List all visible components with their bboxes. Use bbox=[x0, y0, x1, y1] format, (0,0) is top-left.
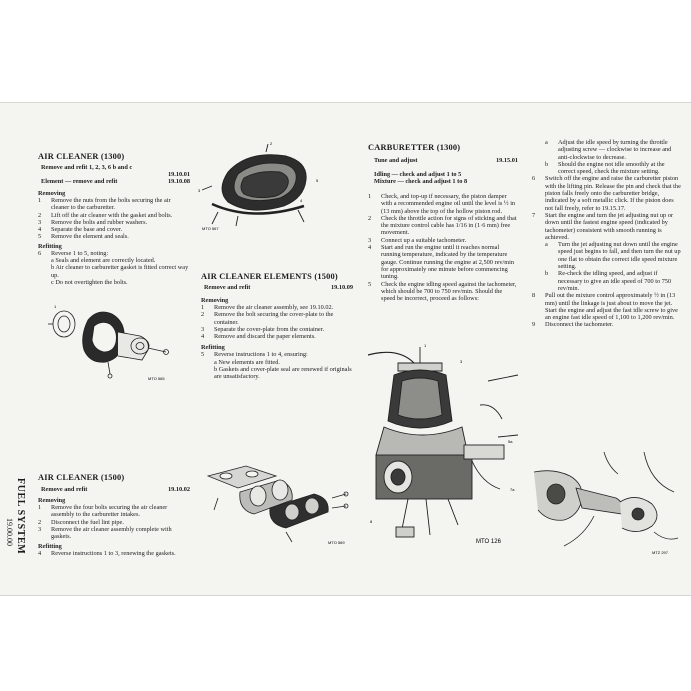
section-heading: CARBURETTER (1300) bbox=[368, 143, 461, 152]
step-item bbox=[532, 212, 682, 241]
engine-linkage-figure bbox=[534, 452, 684, 556]
air-cleaner-exploded-figure bbox=[200, 458, 350, 548]
step-number: 3 bbox=[201, 325, 205, 333]
step-item bbox=[38, 226, 190, 233]
step-item bbox=[368, 281, 518, 303]
air-cleaner-elements-section bbox=[201, 272, 353, 381]
step-number: 4 bbox=[38, 226, 42, 234]
operation-row: Remove and refit 19.10.09 bbox=[204, 284, 353, 291]
callout-3: 3 bbox=[198, 188, 201, 193]
step-item bbox=[38, 233, 190, 240]
sub-step-item bbox=[545, 270, 682, 292]
step-number: 1 bbox=[38, 197, 42, 204]
step-number: 7 bbox=[532, 211, 536, 219]
step-item bbox=[532, 321, 682, 328]
step-number: 3 bbox=[368, 236, 372, 244]
step-text: Turn the jet adjusting nut down until the engine speed just begins to fall, and then turn the nut up one flat to obtain the correct idle speed mixture setting. bbox=[558, 241, 681, 271]
step-text: Remove the element and seals. bbox=[51, 233, 129, 241]
step-number: 4 bbox=[201, 333, 205, 341]
section-heading: AIR CLEANER (1500) bbox=[38, 473, 125, 482]
step-text: Check, and top-up if necessary, the piston damper with a recommended engine oil until the level is ½ in (13 mm) above the top of the hollow piston rod. bbox=[381, 193, 516, 215]
subheading-refitting: Refitting bbox=[38, 543, 62, 551]
step-text: Separate the base and cover. bbox=[51, 226, 123, 234]
note-item: b Gaskets and cover-plate seal are renewed if originals are unsatisfactory. bbox=[214, 366, 352, 381]
step-text: Start the engine and turn the jet adjusting nut up or down until the fastest engine speed (indicated by tachometer) consistent with smooth running is achieved. bbox=[545, 211, 674, 241]
step-number: 2 bbox=[38, 518, 42, 526]
step-item bbox=[201, 304, 353, 311]
step-item bbox=[38, 526, 190, 541]
step-text: Remove the bolts and rubber washers. bbox=[51, 218, 148, 226]
subheading-refitting: Refitting bbox=[201, 344, 225, 352]
step-text: Start and run the engine until it reaches normal running temperature, indicated by the temperature gauge. Continue running the engine at 2,500 rev/min for approximately one minute before commencing tuning. bbox=[381, 244, 515, 281]
mixture-sub-steps bbox=[532, 241, 682, 292]
refit-step: 5 Reverse instructions 1 to 4, ensuring: bbox=[201, 351, 308, 359]
step-number: b bbox=[545, 160, 549, 168]
step-item bbox=[38, 219, 190, 226]
step-number: 2 bbox=[368, 214, 372, 222]
step-item bbox=[368, 215, 518, 237]
step-text: Remove the bolt securing the cover-plate to the container. bbox=[214, 311, 334, 326]
step-number: 1 bbox=[201, 304, 205, 311]
step-item bbox=[532, 292, 682, 321]
page-number: 19.00.00 bbox=[5, 518, 14, 546]
removing-steps bbox=[38, 504, 190, 540]
step-item bbox=[38, 519, 190, 526]
step-number: 1 bbox=[368, 193, 372, 200]
callout-3: 3 bbox=[460, 359, 463, 364]
step-text: Should the engine not idle smoothly at the correct speed, check the mixture setting. bbox=[558, 160, 665, 176]
step-item bbox=[201, 333, 353, 340]
step-item bbox=[38, 550, 190, 557]
operation-row: Element — remove and refit 19.10.08 bbox=[41, 178, 190, 185]
callout-7a: 7a bbox=[510, 487, 515, 492]
air-cleaner-1300-section bbox=[38, 152, 190, 286]
step-item bbox=[368, 193, 518, 215]
step-number: 1 bbox=[38, 504, 42, 511]
step-text: Remove the air cleaner assembly complete with gaskets. bbox=[51, 525, 172, 541]
sub-step-item bbox=[545, 161, 682, 176]
note-item: b Air cleaner to carburetter gasket is fitted correct way up. bbox=[51, 264, 189, 279]
step-item bbox=[38, 197, 190, 212]
callout-5a: 5a bbox=[508, 439, 513, 444]
step-number: 2 bbox=[38, 211, 42, 219]
refit-notes bbox=[38, 257, 190, 286]
callout-1: 1 bbox=[424, 343, 427, 348]
step-item bbox=[368, 244, 518, 280]
step-text: Remove the air cleaner assembly, see 19.10.02. bbox=[214, 304, 334, 311]
idle-sub-steps bbox=[532, 139, 682, 175]
figure-label: MTO 569 bbox=[328, 540, 345, 545]
step-number: 9 bbox=[532, 321, 536, 329]
callout-4: 4 bbox=[300, 198, 303, 203]
step-text: Adjust the idle speed by turning the throttle adjusting screw — clockwise to increase and anti-clockwise to decrease. bbox=[558, 139, 672, 161]
operation-mixture: Mixture — check and adjust 1 to 8 bbox=[374, 178, 468, 185]
operation-row: Remove and refit 1, 2, 3, 6 b and c bbox=[41, 164, 133, 171]
air-cleaner-1500-section bbox=[38, 473, 190, 558]
step-text: Reverse instructions 1 to 3, renewing the gaskets. bbox=[51, 550, 176, 558]
step-text: Separate the cover-plate from the container. bbox=[214, 325, 325, 333]
callout-8: 8 bbox=[370, 519, 373, 524]
step-number: 5 bbox=[368, 280, 372, 288]
refit-notes bbox=[201, 359, 353, 381]
step-text: Lift off the air cleaner with the gasket and bolts. bbox=[51, 211, 173, 219]
refitting-steps bbox=[38, 550, 190, 557]
carburetter-section-continued bbox=[532, 139, 682, 329]
callout-1: 1 bbox=[54, 304, 57, 309]
tuning-steps bbox=[368, 193, 518, 302]
final-steps bbox=[532, 292, 682, 328]
air-cleaner-assembly-figure bbox=[198, 142, 328, 234]
removing-steps bbox=[38, 197, 190, 241]
step-item bbox=[201, 311, 353, 326]
step-number: 5 bbox=[38, 233, 42, 241]
removing-steps bbox=[201, 304, 353, 340]
step-text: Switch off the engine and raise the carburetter piston with the lifting pin. Release the pin and check that the piston falls freely onto the carburetter bridge, indicated by a soft metallic click. If the piston does not fall freely, refer to 19.15.17. bbox=[545, 175, 681, 212]
step-text: Check the engine idling speed against the tachometer, which should be 700 to 750 rev/min. Should the speed be incorrect, proceed as follows: bbox=[381, 280, 517, 303]
carburetter-figure bbox=[368, 345, 528, 553]
step-number: a bbox=[545, 139, 548, 146]
step-text: Re-check the idling speed, and adjust if necessary to give an idle speed of 700 to 750 rev/min. bbox=[558, 270, 672, 292]
operation-row: Tune and adjust 19.15.01 bbox=[374, 157, 518, 164]
step-number: b bbox=[545, 270, 549, 278]
figure-label: MTZ 297 bbox=[652, 550, 669, 555]
step-item bbox=[38, 212, 190, 219]
operation-row: Remove and refit 19.10.02 bbox=[41, 486, 190, 493]
step-item bbox=[201, 326, 353, 333]
subheading-removing: Removing bbox=[38, 497, 66, 504]
step-text: Disconnect the tachometer. bbox=[545, 321, 614, 329]
callout-5: 5 bbox=[316, 178, 319, 183]
callout-2: 2 bbox=[270, 141, 273, 146]
note-item: a New elements are fitted. bbox=[214, 358, 280, 366]
step-text: Remove the four bolts securing the air cleaner assembly to the carburetter intakes. bbox=[51, 504, 168, 519]
section-title: FUEL SYSTEM bbox=[15, 478, 26, 555]
section-heading: AIR CLEANER ELEMENTS (1500) bbox=[201, 272, 338, 281]
section-heading: AIR CLEANER (1300) bbox=[38, 152, 125, 161]
step-text: Check the throttle action for signs of sticking and that the mixture control cable has 1/16 in (1·6 mm) free movement. bbox=[381, 214, 517, 237]
operation-idling: Idling — check and adjust 1 to 5 bbox=[374, 171, 462, 178]
subheading-removing: Removing bbox=[38, 190, 66, 197]
step-number: 8 bbox=[532, 292, 536, 300]
step-text: Connect up a suitable tachometer. bbox=[381, 236, 467, 244]
refit-step: 6 Reverse 1 to 5, noting: bbox=[38, 249, 109, 257]
step-text: Remove and discard the paper elements. bbox=[214, 333, 316, 341]
step-text: Disconnect the fuel lint pipe. bbox=[51, 518, 124, 526]
step-number: 3 bbox=[38, 525, 42, 533]
note-item: c Do not overtighten the bolts. bbox=[51, 278, 128, 286]
sub-step-item bbox=[545, 139, 682, 161]
step-item bbox=[38, 504, 190, 519]
step-number: 4 bbox=[368, 244, 372, 252]
figure-label: MTO 565 bbox=[148, 376, 165, 381]
step-item bbox=[532, 175, 682, 211]
step-item bbox=[368, 237, 518, 244]
step-number: 3 bbox=[38, 218, 42, 226]
mixture-steps bbox=[532, 175, 682, 241]
subheading-refitting: Refitting bbox=[38, 242, 62, 250]
step-number: 6 bbox=[532, 175, 536, 183]
figure-label: MTO 126 bbox=[476, 539, 501, 545]
subheading-removing: Removing bbox=[201, 297, 229, 304]
sub-step-item bbox=[545, 241, 682, 270]
operation-code: 19.10.01 bbox=[167, 171, 190, 178]
step-number: 2 bbox=[201, 311, 205, 319]
step-number: 4 bbox=[38, 550, 42, 558]
note-item: a Seals and element are correctly located. bbox=[51, 257, 156, 265]
step-text: Remove the nuts from the bolts securing the air cleaner to the carburetter. bbox=[51, 197, 171, 212]
step-text: Pull out the mixture control approximately ½ in (13 mm) until the linkage is just about to move the jet. Start the engine and adjust the fast idle screw to give an engine fast idle speed of 1,100 to 1,200 rev/min. bbox=[545, 292, 678, 322]
step-number: a bbox=[545, 241, 548, 249]
air-cleaner-element-figure bbox=[48, 302, 173, 382]
carburetter-section bbox=[368, 143, 518, 302]
figure-label: MTO 567 bbox=[202, 226, 219, 231]
